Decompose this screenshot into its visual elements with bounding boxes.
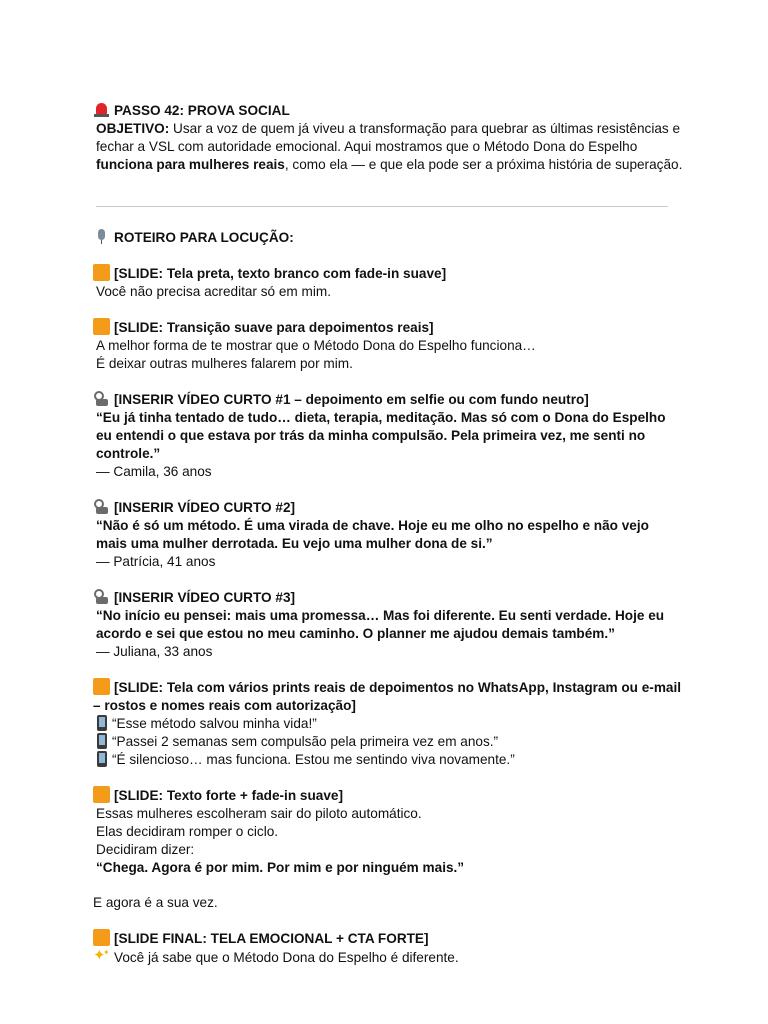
video-block-1	[93, 390, 683, 481]
video-heading	[93, 588, 683, 607]
orange-square-icon	[93, 678, 110, 695]
script-title	[93, 228, 683, 247]
testimonial-author: — Patrícia, 41 anos	[96, 554, 216, 569]
testimonial-author: — Camila, 36 anos	[96, 464, 212, 479]
testimonial-text: “Passei 2 semanas sem compulsão pela primeira vez em anos.”	[112, 734, 499, 749]
testimonial-item	[93, 733, 683, 751]
quote-text: “Eu já tinha tentado de tudo… dieta, terapia, meditação. Mas só com o Dona do Espelho eu entendi o que estava por trás da minha compulsão. Pela primeira vez, me senti no controle.”	[96, 410, 666, 461]
orange-square-icon	[93, 318, 110, 335]
script-title-text: ROTEIRO PARA LOCUÇÃO:	[114, 230, 294, 245]
orange-square-icon	[93, 786, 110, 803]
script-line: Elas decidiram romper o ciclo.	[96, 824, 279, 839]
slide-heading	[93, 264, 683, 283]
testimonial-text: “Esse método salvou minha vida!”	[112, 716, 317, 731]
testimonial-quote	[93, 517, 683, 553]
script-line: É deixar outras mulheres falarem por mim.	[96, 356, 353, 371]
quote-text: “No início eu pensei: mais uma promessa… Mas foi diferente. Eu senti verdade. Hoje eu acordo e sei que estou no meu caminho. O planner me ajudou demais também.”	[96, 608, 665, 641]
objective-paragraph	[93, 120, 683, 174]
video-block-2	[93, 498, 683, 571]
testimonial-quote	[93, 409, 683, 463]
mobile-phone-icon	[97, 715, 107, 731]
slide-block-4	[93, 786, 683, 877]
film-camera-icon	[93, 498, 110, 515]
script-line: Decidiram dizer:	[96, 842, 195, 857]
slide-heading-text: [SLIDE: Tela preta, texto branco com fade-in suave]	[114, 266, 447, 281]
video-block-3	[93, 588, 683, 661]
slide-block-1	[93, 264, 683, 301]
slide-heading	[93, 318, 683, 337]
mobile-phone-icon	[97, 751, 107, 767]
testimonial-text: “É silencioso… mas funciona. Estou me sentindo viva novamente.”	[112, 752, 515, 767]
objective-text-2: , como ela — e que ela pode ser a próxima história de superação.	[284, 157, 683, 172]
title-text: PASSO 42: PROVA SOCIAL	[114, 103, 290, 118]
script-line: A melhor forma de te mostrar que o Método Dona do Espelho funciona…	[96, 338, 536, 353]
transition-line: E agora é a sua vez.	[93, 895, 218, 910]
strong-line	[93, 859, 683, 877]
quote-text: “Não é só um método. É uma virada de chave. Hoje eu me olho no espelho e não vejo mais uma mulher derrotada. Eu vejo uma mulher dona de si.”	[96, 518, 649, 551]
video-heading-text: [INSERIR VÍDEO CURTO #2]	[114, 500, 296, 515]
testimonial-quote	[93, 607, 683, 643]
sparkles-icon	[93, 948, 110, 965]
slide-heading	[93, 786, 683, 805]
mobile-phone-icon	[97, 733, 107, 749]
siren-icon	[93, 101, 110, 118]
slide-heading	[93, 929, 683, 948]
objective-bold: funciona para mulheres reais	[96, 157, 285, 172]
video-heading	[93, 498, 683, 517]
testimonial-item	[93, 715, 683, 733]
testimonial-item	[93, 751, 683, 769]
final-line-text: Você já sabe que o Método Dona do Espelho é diferente.	[114, 950, 459, 965]
slide-block-2	[93, 318, 683, 373]
slide-heading-text: [SLIDE: Texto forte + fade-in suave]	[114, 788, 343, 803]
divider-space	[93, 174, 683, 228]
document-content	[93, 101, 683, 967]
slide-heading	[93, 678, 683, 715]
objective-label: OBJETIVO:	[96, 121, 170, 136]
video-heading-text: [INSERIR VÍDEO CURTO #3]	[114, 590, 296, 605]
slide-block-3	[93, 678, 683, 769]
script-line: Essas mulheres escolheram sair do piloto automático.	[96, 806, 422, 821]
film-camera-icon	[93, 390, 110, 407]
slide-heading-text: [SLIDE FINAL: TELA EMOCIONAL + CTA FORTE]	[114, 931, 429, 946]
microphone-icon	[93, 228, 110, 245]
strong-text: “Chega. Agora é por mim. Por mim e por ninguém mais.”	[96, 860, 465, 875]
final-line	[93, 948, 683, 967]
script-line: Você não precisa acreditar só em mim.	[96, 284, 331, 299]
final-slide-block	[93, 929, 683, 967]
slide-heading-text: [SLIDE: Tela com vários prints reais de depoimentos no WhatsApp, Instagram ou e-mail – rostos e nomes reais com autorização]	[93, 680, 682, 713]
testimonial-author: — Juliana, 33 anos	[96, 644, 213, 659]
slide-heading-text: [SLIDE: Transição suave para depoimentos reais]	[114, 320, 434, 335]
video-heading-text: [INSERIR VÍDEO CURTO #1 – depoimento em selfie ou com fundo neutro]	[114, 392, 589, 407]
section-title	[93, 101, 683, 120]
film-camera-icon	[93, 588, 110, 605]
video-heading	[93, 390, 683, 409]
orange-square-icon	[93, 264, 110, 281]
objective-text-1: Usar a voz de quem já viveu a transformação para quebrar as últimas resistências e fechar a VSL com autoridade emocional. Aqui mostramos que o Método Dona do Espelho	[96, 121, 681, 154]
